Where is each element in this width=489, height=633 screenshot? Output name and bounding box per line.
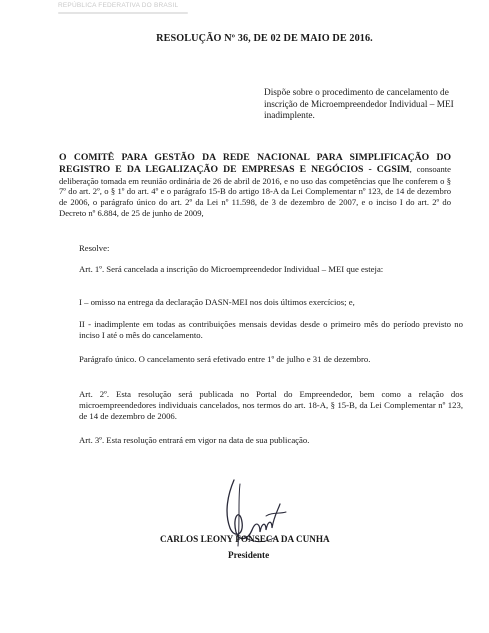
article-1: Art. 1º. Será cancelada a inscrição do Microempreendedor Individual – MEI que esteja: [79,264,384,274]
article-2: Art. 2º. Esta resolução será publicada no Portal do Empreendedor, bem como a relação dos microempreendedores individuais cancelados, nos termos do art. 18-A, § 15-B, da Lei Complementar nº 123, de 14 de dezembro de 2006. [79,389,463,421]
ementa: Dispõe sobre o procedimento de cancelamento de inscrição de Microempreendedor Individual – MEI inadimplente. [264,88,454,122]
inciso-1: I – omisso na entrega da declaração DASN-MEI nos dois últimos exercícios; e, [79,297,355,307]
article-3: Art. 3º. Esta resolução entrará em vigor na data de sua publicação. [79,435,310,445]
signatory-name: CARLOS LEONY FONSECA DA CUNHA [160,534,330,544]
letterhead-rule [58,12,188,14]
signatory-role: Presidente [228,550,270,560]
preamble-emphasis: O COMITÊ PARA GESTÃO DA REDE NACIONAL PARA SIMPLIFICAÇÃO DO REGISTRO E DA LEGALIZAÇÃO DE EMPRESAS E NEGÓCIOS - CGSIM [59,152,451,175]
letterhead-text: REPÚBLICA FEDERATIVA DO BRASIL [58,2,179,9]
preamble [59,152,451,219]
letterhead-faded [58,2,208,9]
paragrafo-unico: Parágrafo único. O cancelamento será efetivado entre 1º de julho e 31 de dezembro. [79,354,371,364]
inciso-2: II - inadimplente em todas as contribuições mensais devidas desde o primeiro mês do período previsto no inciso I até o mês do cancelamento. [79,319,463,340]
preamble-body: , consoante deliberação tomada em reunião ordinária de 26 de abril de 2016, e no uso das competências que lhe conferem o § 7º do art. 2º, o § 1º do art. 4º e o parágrafo 15-B do artigo 18-A da Lei Complementar nº 123, de 14 de dezembro de 2006, o parágrafo único do art. 2º da Lei nº 11.598, de 3 de dezembro de 2007, e o inciso I do art. 2º do Decreto nº 6.884, de 25 de junho de 2009, [59,163,451,218]
resolve-label: Resolve: [79,243,110,253]
document-title: RESOLUÇÃO Nº 36, DE 02 DE MAIO DE 2016. [156,33,373,44]
